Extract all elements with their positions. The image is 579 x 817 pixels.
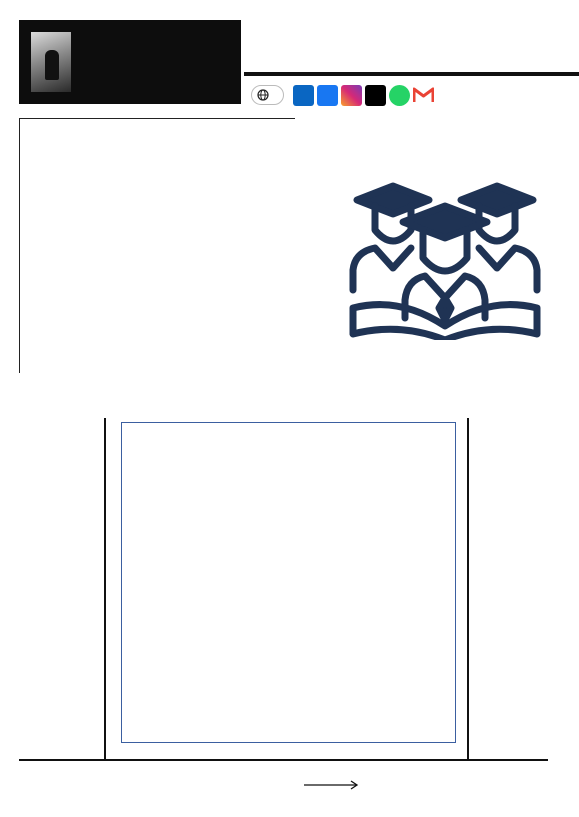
x-icon[interactable] xyxy=(365,85,386,106)
frame-right-rule xyxy=(467,418,469,760)
website-link[interactable] xyxy=(251,85,284,105)
graduates-illustration xyxy=(345,140,545,340)
alumni-association-logo xyxy=(19,20,241,104)
logo-photo xyxy=(31,32,71,92)
arrow-right-icon[interactable] xyxy=(304,779,360,791)
index-box xyxy=(19,118,295,373)
gmail-icon[interactable] xyxy=(413,85,434,106)
frame-bottom-rule xyxy=(19,759,548,761)
frame-left-rule xyxy=(104,418,106,760)
masthead-rule xyxy=(244,72,579,76)
instagram-icon[interactable] xyxy=(341,85,362,106)
globe-icon xyxy=(257,89,269,101)
dashboard-table xyxy=(121,422,456,743)
whatsapp-icon[interactable] xyxy=(389,85,410,106)
gmail-glyph xyxy=(413,87,434,103)
facebook-icon[interactable] xyxy=(317,85,338,106)
social-links-row xyxy=(251,83,434,107)
linkedin-icon[interactable] xyxy=(293,85,314,106)
